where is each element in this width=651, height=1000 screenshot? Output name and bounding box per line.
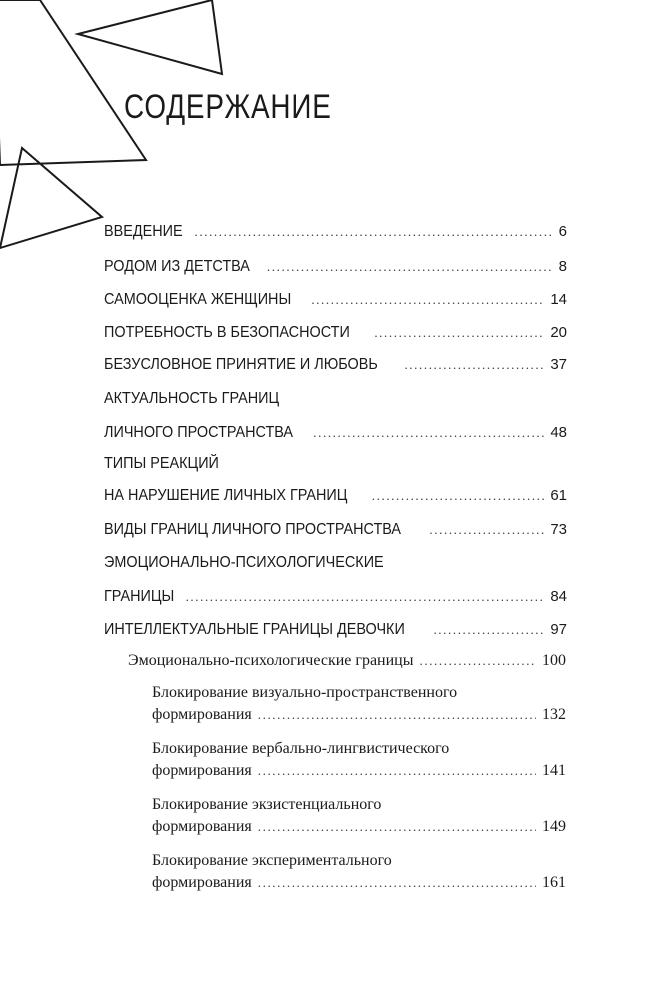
toc-subsubentry-label: формирования bbox=[152, 762, 252, 779]
toc-subsubentry-label-line1: Блокирование экзистенциального bbox=[152, 796, 382, 813]
toc-entry-label: ПОТРЕБНОСТЬ В БЕЗОПАСНОСТИ bbox=[104, 324, 350, 341]
leader-dots bbox=[195, 224, 553, 240]
leader-dots bbox=[429, 522, 544, 538]
toc-page-number: 84 bbox=[550, 588, 567, 605]
toc-subentry-label: Эмоционально-психологические границы bbox=[128, 652, 414, 669]
toc-entry-label: ЛИЧНОГО ПРОСТРАНСТВА bbox=[104, 424, 294, 441]
toc-subsubentry[interactable] bbox=[152, 706, 566, 724]
leader-dots bbox=[420, 653, 537, 669]
toc-page-number: 14 bbox=[550, 291, 567, 308]
leader-dots bbox=[267, 259, 553, 275]
leader-dots bbox=[258, 875, 536, 891]
toc-entry[interactable] bbox=[104, 356, 567, 374]
page-title: СОДЕРЖАНИЕ bbox=[124, 88, 332, 126]
toc-page-number: 141 bbox=[542, 762, 566, 779]
toc-page-number: 97 bbox=[550, 621, 567, 638]
toc-entry-label: РОДОМ ИЗ ДЕТСТВА bbox=[104, 258, 250, 275]
toc-entry-label-line1: ТИПЫ РЕАКЦИЙ bbox=[104, 455, 219, 472]
toc-entry[interactable] bbox=[104, 487, 567, 505]
toc-subsubentry-label-line1: Блокирование экспериментального bbox=[152, 852, 392, 869]
toc-subsubentry-label: формирования bbox=[152, 874, 252, 891]
toc-entry-label: САМООЦЕНКА ЖЕНЩИНЫ bbox=[104, 291, 292, 308]
toc-subsubentry-label: формирования bbox=[152, 706, 252, 723]
toc-subsubentry[interactable] bbox=[152, 874, 566, 892]
leader-dots bbox=[404, 357, 544, 373]
leader-dots bbox=[313, 425, 544, 441]
toc-subsubentry-label-line1: Блокирование вербально-лингвистического bbox=[152, 740, 450, 757]
leader-dots bbox=[433, 622, 544, 638]
toc-entry-label: НА НАРУШЕНИЕ ЛИЧНЫХ ГРАНИЦ bbox=[104, 487, 348, 504]
toc-page-number: 37 bbox=[550, 356, 567, 373]
toc-entry-label-line1: ЭМОЦИОНАЛЬНО-ПСИХОЛОГИЧЕСКИЕ bbox=[104, 554, 384, 571]
toc-entry[interactable] bbox=[104, 424, 567, 442]
toc-entry[interactable] bbox=[104, 621, 567, 639]
toc-page-number: 6 bbox=[558, 223, 567, 240]
toc-subsubentry[interactable] bbox=[152, 818, 566, 836]
toc-entry[interactable] bbox=[104, 258, 567, 276]
leader-dots bbox=[258, 819, 536, 835]
toc-entry-label-line1: АКТУАЛЬНОСТЬ ГРАНИЦ bbox=[104, 390, 280, 407]
toc-page-number: 132 bbox=[542, 706, 566, 723]
toc-entry[interactable] bbox=[104, 521, 567, 539]
toc-subsubentry[interactable] bbox=[152, 762, 566, 780]
toc-entry[interactable] bbox=[104, 324, 567, 342]
toc-entry[interactable] bbox=[104, 588, 567, 606]
toc-page-number: 100 bbox=[542, 652, 566, 669]
toc-entry-label: ВВЕДЕНИЕ bbox=[104, 223, 183, 240]
toc-subentry[interactable] bbox=[128, 652, 566, 670]
toc-page-number: 161 bbox=[542, 874, 566, 891]
toc-page-number: 149 bbox=[542, 818, 566, 835]
toc-page-number: 8 bbox=[558, 258, 567, 275]
toc-entry-label: БЕЗУСЛОВНОЕ ПРИНЯТИЕ И ЛЮБОВЬ bbox=[104, 356, 378, 373]
toc-entry-label: ВИДЫ ГРАНИЦ ЛИЧНОГО ПРОСТРАНСТВА bbox=[104, 521, 402, 538]
toc-page-number: 73 bbox=[550, 521, 567, 538]
leader-dots bbox=[311, 292, 544, 308]
toc-page-number: 20 bbox=[550, 324, 567, 341]
toc-entry[interactable] bbox=[104, 291, 567, 309]
toc-entry-label: ИНТЕЛЛЕКТУАЛЬНЫЕ ГРАНИЦЫ ДЕВОЧКИ bbox=[104, 621, 405, 638]
toc-subsubentry-label-line1: Блокирование визуально-пространственного bbox=[152, 684, 458, 701]
leader-dots bbox=[374, 325, 544, 341]
toc-page-number: 61 bbox=[550, 487, 567, 504]
toc-entry-label: ГРАНИЦЫ bbox=[104, 588, 175, 605]
toc-subsubentry-label: формирования bbox=[152, 818, 252, 835]
leader-dots bbox=[186, 589, 545, 605]
toc-page-number: 48 bbox=[550, 424, 567, 441]
leader-dots bbox=[258, 707, 536, 723]
leader-dots bbox=[372, 488, 545, 504]
leader-dots bbox=[258, 763, 536, 779]
toc-entry[interactable] bbox=[104, 223, 567, 241]
